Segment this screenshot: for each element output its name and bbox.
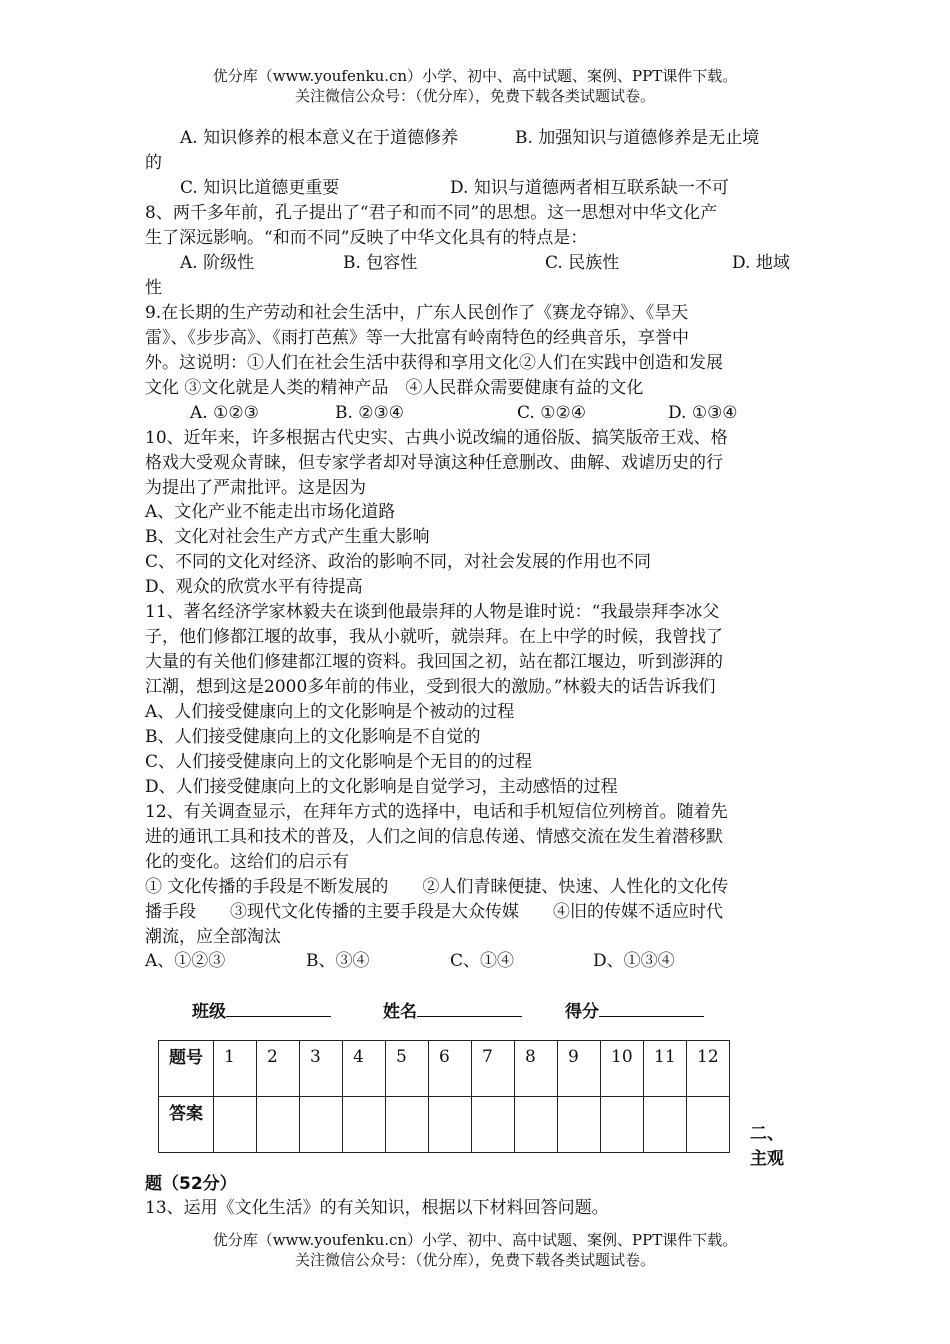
q9-line-3: 外。这说明：①人们在社会生活中获得和享用文化②人们在实践中创造和发展	[145, 353, 723, 373]
q11-line-1: 11、著名经济学家林毅夫在谈到他最崇拜的人物是谁时说：“我最崇拜李冰父	[145, 602, 720, 622]
q7-option-a: A. 知识修养的根本意义在于道德修养	[180, 128, 459, 148]
q10-option-d: D、观众的欣赏水平有待提高	[145, 577, 363, 597]
header-line-1: 优分库（www.youfenku.cn）小学、初中、高中试题、案例、PPT课件下载。	[212, 67, 738, 85]
answer-table	[158, 1040, 730, 1153]
q12-line-3: 化的变化。这给们的启示有	[145, 852, 349, 872]
q9-option-b: B. ②③④	[335, 403, 405, 423]
q8-option-b: B. 包容性	[343, 253, 418, 273]
q7-option-b-cont: 的	[145, 153, 162, 173]
q7-option-d: D. 知识与道德两者相互联系缺一不可	[450, 178, 729, 198]
question-number: 2	[257, 1041, 300, 1097]
q12-line-1: 12、有关调查显示，在拜年方式的选择中，电话和手机短信位列榜首。随着先	[145, 802, 728, 822]
answer-cell[interactable]	[429, 1097, 472, 1153]
answer-cell[interactable]	[472, 1097, 515, 1153]
answer-cell[interactable]	[214, 1097, 257, 1153]
q13-line-1: 13、运用《文化生活》的有关知识，根据以下材料回答问题。	[145, 1198, 609, 1218]
answer-cell[interactable]	[300, 1097, 343, 1153]
q10-option-c: C、不同的文化对经济、政治的影响不同，对社会发展的作用也不同	[145, 552, 652, 572]
section2-heading-part3: 题（52分）	[145, 1174, 237, 1194]
section2-heading-part2: 主观	[750, 1149, 784, 1169]
q10-line-2: 格戏大受观众青睐，但专家学者却对导演这种任意删改、曲解、戏谑历史的行	[145, 453, 723, 473]
name-field	[383, 998, 522, 1024]
answer-cell[interactable]	[601, 1097, 644, 1153]
q9-option-c: C. ①②④	[517, 403, 586, 423]
answer-cell[interactable]	[558, 1097, 601, 1153]
q11-option-a: A、人们接受健康向上的文化影响是个被动的过程	[145, 702, 515, 722]
answer-table-answer-row	[159, 1097, 730, 1153]
header-line-2: 关注微信公众号：（优分库），免费下载各类试题试卷。	[294, 87, 655, 105]
answer-cell[interactable]	[687, 1097, 730, 1153]
q9-line-4: 文化 ③文化就是人类的精神产品 ④人民群众需要健康有益的文化	[145, 378, 644, 398]
name-blank[interactable]	[417, 998, 522, 1017]
class-blank[interactable]	[226, 998, 331, 1017]
q11-option-d: D、人们接受健康向上的文化影响是自觉学习，主动感悟的过程	[145, 777, 618, 797]
question-number: 5	[386, 1041, 429, 1097]
q12-option-b: B、③④	[306, 951, 370, 971]
question-number: 10	[601, 1041, 644, 1097]
q8-option-d: D. 地域	[732, 253, 790, 273]
question-number: 8	[515, 1041, 558, 1097]
q10-option-b: B、文化对社会生产方式产生重大影响	[145, 527, 430, 547]
q12-line-4: ① 文化传播的手段是不断发展的 ②人们青睐便捷、快速、人性化的文化传	[145, 877, 729, 897]
q10-option-a: A、文化产业不能走出市场化道路	[145, 502, 396, 522]
q8-option-a: A. 阶级性	[180, 253, 255, 273]
score-label: 得分	[565, 1002, 599, 1022]
answer-cell[interactable]	[386, 1097, 429, 1153]
question-number-header: 题号	[159, 1041, 214, 1097]
q8-option-c: C. 民族性	[545, 253, 620, 273]
section2-heading-part1: 二、	[750, 1124, 784, 1144]
q11-line-4: 江潮，想到这是2000多年前的伟业，受到很大的激励。”林毅夫的话告诉我们	[145, 677, 716, 697]
answer-cell[interactable]	[257, 1097, 300, 1153]
q12-line-6: 潮流，应全部淘汰	[145, 927, 281, 947]
answer-table-header-row	[159, 1041, 730, 1097]
q11-option-b: B、人们接受健康向上的文化影响是不自觉的	[145, 727, 481, 747]
q7-option-c: C. 知识比道德更重要	[180, 178, 340, 198]
q12-option-c: C、①④	[450, 951, 515, 971]
question-number: 3	[300, 1041, 343, 1097]
q10-line-1: 10、近年来，许多根据古代史实、古典小说改编的通俗版、搞笑版帝王戏、格	[145, 428, 728, 448]
answer-cell[interactable]	[644, 1097, 687, 1153]
question-number: 6	[429, 1041, 472, 1097]
question-number: 12	[687, 1041, 730, 1097]
score-blank[interactable]	[599, 998, 704, 1017]
footer-line-2: 关注微信公众号：（优分库），免费下载各类试题试卷。	[294, 1251, 655, 1269]
question-number: 4	[343, 1041, 386, 1097]
q10-line-3: 为提出了严肃批评。这是因为	[145, 478, 366, 498]
q8-option-d-cont: 性	[145, 278, 162, 298]
q9-line-1: 9.在长期的生产劳动和社会生活中，广东人民创作了《赛龙夺锦》、《旱天	[145, 303, 689, 323]
question-number: 11	[644, 1041, 687, 1097]
class-field	[192, 998, 331, 1024]
q8-line-1: 8、两千多年前，孔子提出了“君子和而不同”的思想。这一思想对中华文化产	[145, 203, 718, 223]
score-field	[565, 998, 704, 1024]
answer-header: 答案	[159, 1097, 214, 1153]
q9-option-a: A. ①②③	[190, 403, 259, 423]
q9-line-2: 雷》、《步步高》、《雨打芭蕉》等一大批富有岭南特色的经典音乐，享誉中	[145, 328, 689, 348]
q8-line-2: 生了深远影响。“和而不同”反映了中华文化具有的特点是：	[145, 228, 588, 248]
q11-line-2: 子，他们修都江堰的故事，我从小就听，就崇拜。在上中学的时候，我曾找了	[145, 627, 723, 647]
class-label: 班级	[192, 1002, 226, 1022]
answer-cell[interactable]	[515, 1097, 558, 1153]
question-number: 7	[472, 1041, 515, 1097]
q11-option-c: C、人们接受健康向上的文化影响是个无目的的过程	[145, 752, 533, 772]
answer-cell[interactable]	[343, 1097, 386, 1153]
q7-option-b: B. 加强知识与道德修养是无止境	[515, 128, 760, 148]
q12-line-5: 播手段 ③现代文化传播的主要手段是大众传媒 ④旧的传媒不适应时代	[145, 902, 723, 922]
q11-line-3: 大量的有关他们修建都江堰的资料。我回国之初，站在都江堰边，听到澎湃的	[145, 652, 723, 672]
q9-option-d: D. ①③④	[668, 403, 738, 423]
footer-line-1: 优分库（www.youfenku.cn）小学、初中、高中试题、案例、PPT课件下载。	[212, 1231, 738, 1249]
question-number: 9	[558, 1041, 601, 1097]
q12-line-2: 进的通讯工具和技术的普及，人们之间的信息传递、情感交流在发生着潜移默	[145, 827, 723, 847]
q12-option-d: D、①③④	[593, 951, 675, 971]
q12-option-a: A、①②③	[145, 951, 226, 971]
question-number: 1	[214, 1041, 257, 1097]
name-label: 姓名	[383, 1002, 417, 1022]
